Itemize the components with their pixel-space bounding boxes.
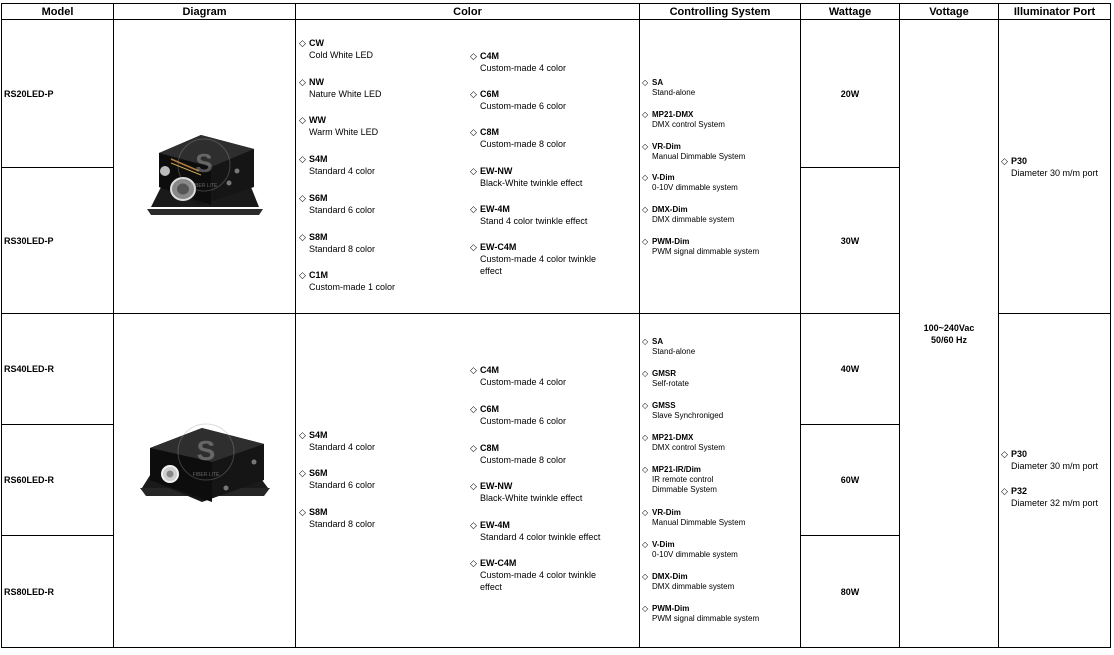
color-option: ◇ EW-C4M Custom-made 4 color twinkle effect — [470, 558, 597, 592]
color-option: ◇ C4M Custom-made 4 color — [470, 365, 567, 387]
diamond-bullet-icon: ◇ — [642, 572, 649, 581]
color-option: ◇ C6M Custom-made 6 color — [470, 404, 567, 426]
diamond-bullet-icon: ◇ — [299, 193, 306, 203]
port-option: ◇ P32 Diameter 32 m/m port — [1001, 486, 1099, 508]
diamond-bullet-icon: ◇ — [470, 89, 477, 99]
header-port: Illuminator Port — [998, 3, 1111, 20]
wattage-cell: 30W — [800, 167, 900, 314]
control-option: ◇ V-Dim 0-10V dimmable system — [642, 540, 738, 559]
diamond-bullet-icon: ◇ — [1001, 156, 1008, 166]
model-cell: RS20LED-P — [1, 19, 114, 168]
diamond-bullet-icon: ◇ — [299, 430, 306, 440]
color-list-right — [470, 51, 596, 282]
control-list — [642, 337, 759, 628]
diamond-bullet-icon: ◇ — [299, 232, 306, 242]
color-list-left — [299, 38, 395, 300]
diamond-bullet-icon: ◇ — [642, 604, 649, 613]
diamond-bullet-icon: ◇ — [470, 365, 477, 375]
diamond-bullet-icon: ◇ — [642, 173, 649, 182]
wattage-cell: 40W — [800, 313, 900, 425]
color-option: ◇ WW Warm White LED — [299, 115, 379, 137]
control-option: ◇ MP21-DMX DMX control System — [642, 433, 725, 452]
color-list-left — [299, 430, 375, 537]
diamond-bullet-icon: ◇ — [470, 481, 477, 491]
diamond-bullet-icon: ◇ — [470, 166, 477, 176]
control-option: ◇ PWM-Dim PWM signal dimmable system — [642, 237, 760, 256]
color-option: ◇ EW-4M Standard 4 color twinkle effect — [470, 520, 601, 542]
port-option: ◇ P30 Diameter 30 m/m port — [1001, 156, 1099, 178]
diamond-bullet-icon: ◇ — [642, 142, 649, 151]
control-option: ◇ MP21-IR/Dim IR remote control Dimmable System — [642, 465, 717, 494]
header-control: Controlling System — [639, 3, 801, 20]
color-option: ◇ S6M Standard 6 color — [299, 468, 376, 490]
header-voltage: Vottage — [899, 3, 999, 20]
port-list — [1001, 449, 1098, 509]
color-option: ◇ C6M Custom-made 6 color — [470, 89, 567, 111]
header-color: Color — [295, 3, 640, 20]
voltage-range: 100~240Vac — [923, 322, 975, 333]
color-option: ◇ EW-NW Black-White twinkle effect — [470, 166, 583, 188]
svg-text:S: S — [196, 435, 216, 466]
control-option: ◇ VR-Dim Manual Dimmable System — [642, 142, 746, 161]
color-cell — [295, 19, 640, 314]
header-wattage: Wattage — [800, 3, 900, 20]
diamond-bullet-icon: ◇ — [470, 520, 477, 530]
diamond-bullet-icon: ◇ — [642, 401, 649, 410]
control-option: ◇ GMSS Slave Synchroniged — [642, 401, 724, 420]
control-option: ◇ DMX-Dim DMX dimmable system — [642, 572, 735, 591]
diagram-cell — [113, 19, 296, 314]
diamond-bullet-icon: ◇ — [299, 507, 306, 517]
led-illuminator-image-small — [139, 125, 269, 230]
color-option: ◇ CW Cold White LED — [299, 38, 374, 60]
led-illuminator-image-large — [136, 422, 276, 527]
control-option: ◇ V-Dim 0-10V dimmable system — [642, 173, 738, 192]
color-option: ◇ NW Nature White LED — [299, 77, 382, 99]
control-list — [642, 78, 759, 261]
color-option: ◇ S4M Standard 4 color — [299, 154, 376, 176]
svg-text:S: S — [195, 148, 213, 178]
control-option: ◇ VR-Dim Manual Dimmable System — [642, 508, 746, 527]
diamond-bullet-icon: ◇ — [470, 404, 477, 414]
product-spec-table — [1, 3, 1111, 648]
diamond-bullet-icon: ◇ — [470, 242, 477, 252]
color-option: ◇ EW-NW Black-White twinkle effect — [470, 481, 583, 503]
diamond-bullet-icon: ◇ — [642, 78, 649, 87]
diamond-bullet-icon: ◇ — [642, 110, 649, 119]
color-option: ◇ S8M Standard 8 color — [299, 232, 376, 254]
control-option: ◇ DMX-Dim DMX dimmable system — [642, 205, 735, 224]
color-option: ◇ EW-C4M Custom-made 4 color twinkle effect — [470, 242, 597, 276]
watermark-text: FIBER LITE — [190, 183, 218, 189]
diamond-bullet-icon: ◇ — [299, 115, 306, 125]
diamond-bullet-icon: ◇ — [1001, 449, 1008, 459]
diamond-bullet-icon: ◇ — [299, 38, 306, 48]
color-option: ◇ C1M Custom-made 1 color — [299, 270, 396, 292]
diamond-bullet-icon: ◇ — [1001, 486, 1008, 496]
control-option: ◇ SA Stand-alone — [642, 78, 696, 97]
diamond-bullet-icon: ◇ — [642, 433, 649, 442]
wattage-cell: 80W — [800, 535, 900, 648]
diamond-bullet-icon: ◇ — [299, 270, 306, 280]
control-cell — [639, 19, 801, 314]
model-cell: RS30LED-P — [1, 167, 114, 314]
color-option: ◇ S4M Standard 4 color — [299, 430, 376, 452]
color-option: ◇ S8M Standard 8 color — [299, 507, 376, 529]
color-option: ◇ S6M Standard 6 color — [299, 193, 376, 215]
model-cell: RS60LED-R — [1, 424, 114, 536]
model-cell: RS80LED-R — [1, 535, 114, 648]
color-option: ◇ C8M Custom-made 8 color — [470, 443, 567, 465]
port-list — [1001, 156, 1098, 179]
diagram-cell — [113, 313, 296, 648]
control-option: ◇ MP21-DMX DMX control System — [642, 110, 725, 129]
control-cell — [639, 313, 801, 648]
diamond-bullet-icon: ◇ — [470, 127, 477, 137]
diamond-bullet-icon: ◇ — [642, 465, 649, 474]
diamond-bullet-icon: ◇ — [299, 154, 306, 164]
wattage-cell: 20W — [800, 19, 900, 168]
diamond-bullet-icon: ◇ — [642, 237, 649, 246]
color-option: ◇ C8M Custom-made 8 color — [470, 127, 567, 149]
port-cell — [998, 19, 1111, 314]
voltage-frequency: 50/60 Hz — [930, 334, 968, 345]
control-option: ◇ PWM-Dim PWM signal dimmable system — [642, 604, 760, 623]
control-option: ◇ GMSR Self-rotate — [642, 369, 689, 388]
color-list-right — [470, 365, 600, 598]
diamond-bullet-icon: ◇ — [470, 204, 477, 214]
header-diagram: Diagram — [113, 3, 296, 20]
port-option: ◇ P30 Diameter 30 m/m port — [1001, 449, 1099, 471]
diamond-bullet-icon: ◇ — [470, 558, 477, 568]
diamond-bullet-icon: ◇ — [299, 77, 306, 87]
control-option: ◇ SA Stand-alone — [642, 337, 696, 356]
model-cell: RS40LED-R — [1, 313, 114, 425]
wattage-cell: 60W — [800, 424, 900, 536]
voltage-cell — [899, 19, 999, 648]
diamond-bullet-icon: ◇ — [642, 205, 649, 214]
diamond-bullet-icon: ◇ — [642, 540, 649, 549]
diamond-bullet-icon: ◇ — [642, 337, 649, 346]
diamond-bullet-icon: ◇ — [470, 443, 477, 453]
port-cell — [998, 313, 1111, 648]
color-option: ◇ C4M Custom-made 4 color — [470, 51, 567, 73]
color-cell — [295, 313, 640, 648]
diamond-bullet-icon: ◇ — [642, 508, 649, 517]
color-option: ◇ EW-4M Stand 4 color twinkle effect — [470, 204, 588, 226]
diamond-bullet-icon: ◇ — [642, 369, 649, 378]
header-model: Model — [1, 3, 114, 20]
diamond-bullet-icon: ◇ — [299, 468, 306, 478]
diamond-bullet-icon: ◇ — [470, 51, 477, 61]
watermark-text: FIBER LITE — [192, 472, 220, 478]
